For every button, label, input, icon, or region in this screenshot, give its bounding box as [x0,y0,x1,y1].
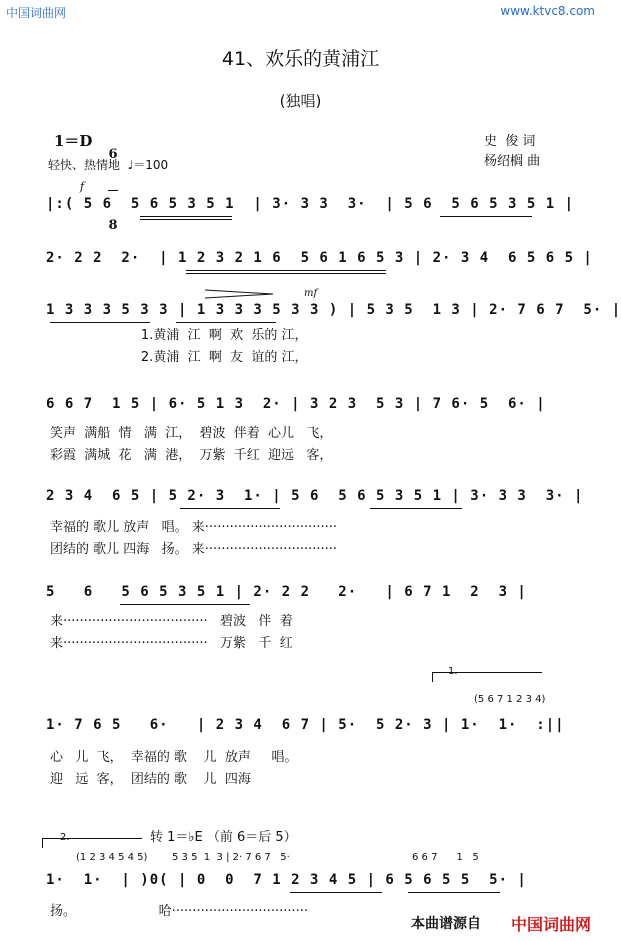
lyric-verse-2d: 来··································· 万紫 千 红 [50,636,293,651]
beam-line [140,219,232,220]
beam-line [408,892,500,893]
beam-line [186,273,386,274]
beam-line [180,508,280,509]
lyric-verse-1a: 1.黄浦 江 啊 欢 乐的 江， [50,328,308,343]
song-subtitle: (独唱) [279,92,322,110]
volta-2-bracket [42,838,142,839]
time-signature [108,120,118,247]
footer-site-name: 中国词曲网 [510,915,591,934]
dynamic-f: f [80,180,85,193]
volta-2-bracket-side [42,838,43,848]
watermark-left: 中国词曲网 [6,6,67,20]
lyric-verse-1b: 笑声 满船 情 满 江， 碧波 伴着 心儿 飞， [50,426,333,441]
lyric-verse-2e: 迎 远 客， 团结的 歌 儿 四海 [50,772,251,787]
lyric-verse-2a: 2.黄浦 江 啊 友 谊的 江， [50,350,308,365]
hairpin-lower [205,294,273,298]
music-row-6: 5 6 5 6 5 3 5 1 | 2· 2 2 2· | 6 7 1 2 3 | [46,584,527,600]
modulation-marking: 转 1＝♭E （前 6＝后 5） [150,830,297,845]
lyricist-credit: 史 俊 词 [484,134,536,149]
beam-line [50,322,150,323]
key-signature: 1＝D [54,132,93,150]
music-row-8: 1· 1· | )0( | 0 0 7 1 2 3 4 5 | 6 5 6 5 5 5· | [46,872,527,888]
decrescendo-mark [205,288,275,300]
beam-line [140,216,232,217]
tempo-marking: 轻快、热情地 ♩＝100 [48,158,169,172]
hairpin-upper [205,290,273,294]
beam-line [370,508,462,509]
dynamic-mf: mf [304,288,318,299]
beam-line [290,892,382,893]
music-row-7: 1· 7 6 5 6· | 2 3 4 6 7 | 5· 5 2· 3 | 1· 1· :|| [46,717,565,733]
volta-2-figure-3: 6 6 7 1 5 [412,852,479,863]
lyric-verse-2b: 彩霞 满城 花 满 港， 万紫 千红 迎远 客， [50,448,333,463]
music-row-4: 6 6 7 1 5 | 6· 5 1 3 2· | 3 2 3 5 3 | 7 6· 5 6· | [46,396,546,412]
music-row-5: 2 3 4 6 5 | 5 2· 3 1· | 5 6 5 6 5 3 5 1 | 3· 3 3 3· | [46,488,584,504]
music-row-3: 1 3 3 3 5 3 3 | 1 3 3 3 5 3 3 ) | 5 3 5 1 3 | 2· 7 6 7 5· | [46,302,621,318]
volta-2-figure: (1 2 3 4 5 4 5) [76,852,148,863]
volta-1-bracket-side [432,672,433,682]
lyric-verse-1e: 心 儿 飞， 幸福的 歌 儿 放声 唱。 [50,750,298,765]
lyric-verse-1d: 来··································· 碧波 伴 着 [50,614,293,629]
beam-line [176,322,276,323]
footer-source-label: 本曲谱源自 [411,916,481,932]
beam-line [440,216,532,217]
beam-line [120,604,250,605]
composer-credit: 杨绍榈 曲 [484,154,541,169]
time-sig-line [108,190,118,191]
lyric-verse-1c: 幸福的 歌儿 放声 唱。 来································ [50,520,338,535]
song-title: 41、欢乐的黄浦江 [221,48,380,70]
beam-line [186,270,386,271]
volta-1-bracket [432,672,542,673]
music-row-2: 2· 2 2 2· | 1 2 3 2 1 6 5 6 1 6 5 3 | 2· 3 4 6 5 6 5 | [46,250,593,266]
time-sig-den: 8 [108,218,118,233]
time-sig-num: 6 [108,147,118,162]
volta-2-figure-2: 5 3 5 1 3 | 2· 7 6 7 5· [172,852,290,863]
music-row-1: |:( 5 6 5 6 5 3 5 1 | 3· 3 3 3· | 5 6 5 6 5 3 5 1 | [46,196,575,212]
watermark-right: www.ktvc8.com [500,4,595,18]
volta-1-figure: (5 6 7 1 2 3 4) [474,694,546,705]
lyric-verse-2c: 团结的 歌儿 四海 扬。 来································ [50,542,338,557]
lyric-ending: 扬。 哈································· [50,904,309,919]
